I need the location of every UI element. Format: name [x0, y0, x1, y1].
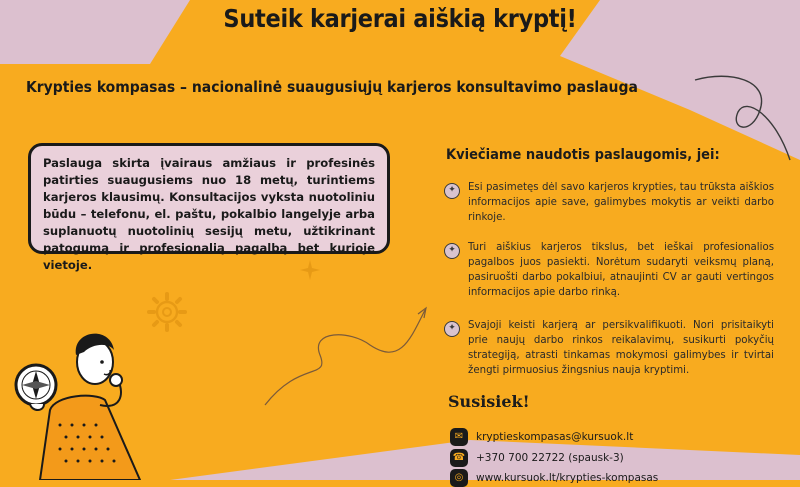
- contact-email[interactable]: [450, 428, 633, 446]
- star-bullet-icon: ✦: [444, 243, 460, 259]
- list-item-text: Svajoji keisti karjerą ar persikvalifikuoti. Nori prisitaikyti prie naujų darbo rinkos reikalavimų, susikurti pokyčių strategiją, atrasti tinkamas mokymosi galimybes ir tvirtai žengti pirmuosius žingsnius nauja kryptimi.: [468, 320, 774, 376]
- page-title: Suteik karjerai aiškią kryptį!: [223, 4, 577, 33]
- web-link[interactable]: www.kursuok.lt/krypties-kompasas: [476, 472, 659, 484]
- list-item-text: Esi pasimetęs dėl savo karjeros krypties, tau trūksta aiškios informacijos apie save, galimybes mokytis ar veikti darbo rinkoje.: [468, 182, 774, 223]
- list-item: [444, 240, 774, 300]
- star-bullet-icon: ✦: [444, 183, 460, 199]
- phone-icon: ☎: [450, 449, 468, 467]
- phone-link[interactable]: +370 700 22722 (spausk-3): [476, 452, 624, 464]
- info-box: [28, 143, 390, 272]
- chat-icon: ✉: [450, 428, 468, 446]
- contact-web[interactable]: [450, 469, 658, 487]
- globe-icon: ◎: [450, 469, 468, 487]
- star-bullet-icon: ✦: [444, 321, 460, 337]
- page-subtitle: Krypties kompasas – nacionalinė suaugusiųjų karjeros konsultavimo paslauga: [26, 78, 638, 96]
- contact-heading: Susisiek!: [448, 392, 530, 411]
- squiggle-arrow-icon: [260, 300, 430, 410]
- email-link[interactable]: kryptieskompasas@kursuok.lt: [476, 431, 634, 443]
- services-heading: Kviečiame naudotis paslaugomis, jei:: [446, 147, 720, 163]
- contact-phone[interactable]: [450, 449, 624, 467]
- list-item: [444, 180, 774, 225]
- info-text: Paslauga skirta įvairaus amžiaus ir profesinės patirties suaugusiems nuo 18 metų, turintiems karjeros klausimų. Konsultacijos vyksta nuotoliniu būdu – telefonu, el. paštu, pokalbio langelyje arba suplanuotų nuotolinių sesijų metu, užtikrinant patogumą ir profesionalią pagalbą bet kurioje vietoje.: [43, 156, 375, 272]
- list-item-text: Turi aiškius karjeros tikslus, bet ieškai profesionalios pagalbos juos pasiekti. Norėtum sudaryti veiksmų planą, pasiruošti darbo pokalbiui, atnaujinti CV ar gauti vertingos informacijos apie darbo rinką.: [468, 242, 774, 298]
- person-with-compass-illustration: [0, 300, 200, 480]
- list-item: [444, 318, 774, 378]
